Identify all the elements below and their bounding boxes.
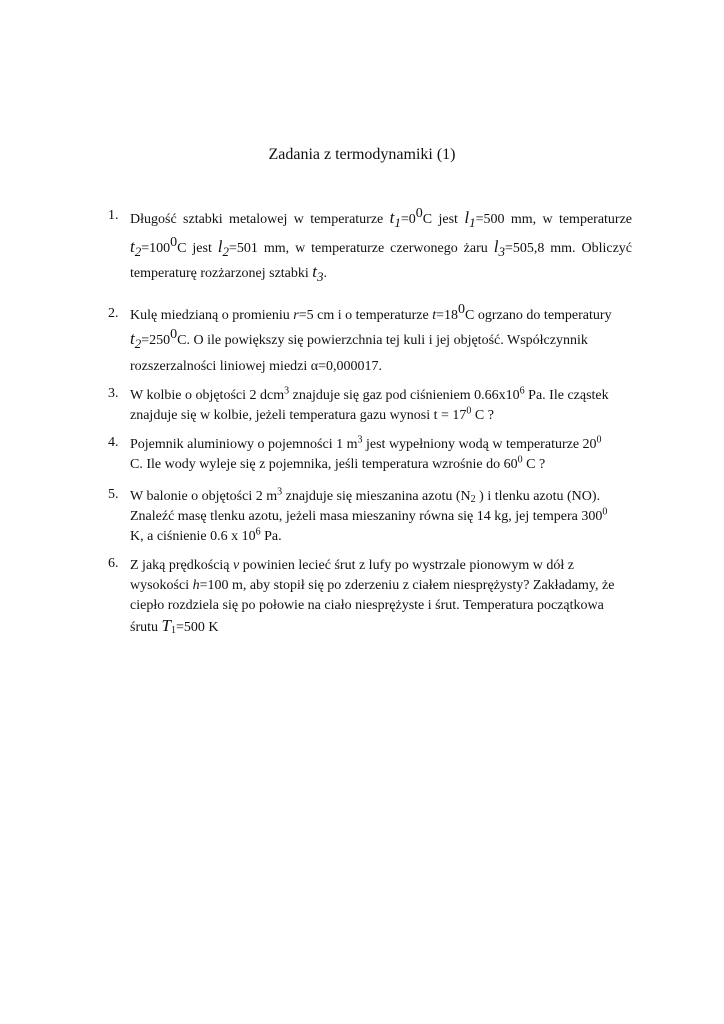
problem-number: 2. — [108, 306, 119, 321]
problem-number: 6. — [108, 556, 119, 571]
problem-text: Kulę miedzianą o promieniu r=5 cm i o temperaturze t=180C ogrzano do temperatury t2=2500C. O ile powiększy się powierzchnia tej kuli i jej objętość. Współczynnik rozszerzalności liniowej miedzi α=0,000017. — [130, 302, 612, 374]
page-title: Zadania z termodynamiki (1) — [268, 146, 456, 163]
problem-number: 4. — [108, 435, 119, 450]
problem-text: W balonie o objętości 2 $m^3$ znajduje się mieszanina azotu (N2 ) i tlenku azotu (NO). Znaleźć masę tlenku azotu, jeżeli masa mieszaniny równa się 14 kg, jej tempera $300^0$ K, a ciśnienie 0.6 x $10^6$ Pa. — [130, 486, 608, 544]
problem-text: Długość sztabki metalowej w temperaturze t1=00C jest l1=500 mm, w temperaturze t2=1000C jest l2=501 mm, w temperaturze czerwonego żaru l3=505,8 mm. Obliczyć temperaturę rozżarzonej sztabki t3. — [130, 206, 633, 284]
problem-text: W kolbie o objętości 2 dcm$^3$ znajduje się gaz pod ciśnieniem $0.66x10^6$ Pa. Ile cząstek znajduje się w kolbie, jeżeli temperatura gazu wynosi $t = 17^0$ C ? — [130, 385, 609, 423]
problem-number: 5. — [108, 487, 119, 502]
problem-number: 3. — [108, 386, 119, 401]
problem-number: 1. — [108, 208, 119, 223]
problem-text: Z jaką prędkością v powinien lecieć śrut z lufy po wystrzale pionowym w dół z wysokości h=100 m, aby stopił się po zderzeniu z ciałem niesprężysty? Zakładamy, że ciepło rozdziela się po połowie na ciało niesprężyste i śrut. Temperatura początkowa śrutu T1=500 K — [130, 558, 615, 636]
problem-text: Pojemnik aluminiowy o pojemności 1 $m^3$ jest wypełniony wodą w temperaturze $20^0$ C. Ile wody wyleje się z pojemnika, jeśli temperatura wzrośnie do $60^0$ C ? — [130, 434, 602, 472]
